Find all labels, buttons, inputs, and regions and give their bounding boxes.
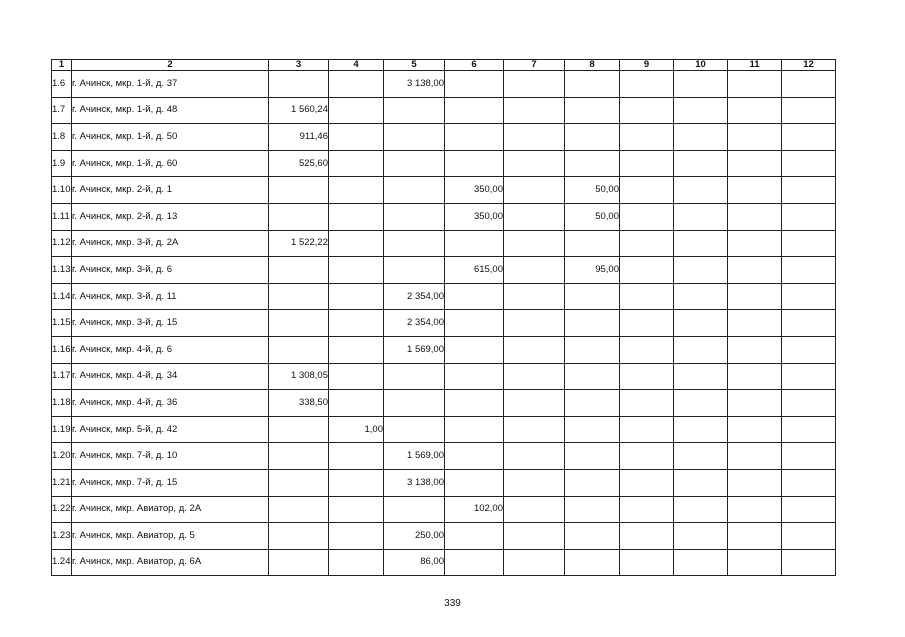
value-cell [384, 257, 445, 284]
value-cell [504, 443, 565, 470]
value-cell [782, 336, 836, 363]
value-cell [565, 496, 620, 523]
row-number-cell: 1.15 [52, 310, 72, 337]
value-cell [782, 469, 836, 496]
column-header-12: 12 [782, 60, 836, 71]
address-cell: г. Ачинск, мкр. 5-й, д. 42 [72, 416, 269, 443]
value-cell [269, 549, 329, 576]
value-cell [565, 71, 620, 98]
table-row [52, 523, 836, 550]
value-cell [620, 177, 674, 204]
value-cell [674, 390, 728, 417]
data-table [51, 59, 836, 576]
value-cell [782, 230, 836, 257]
value-cell [565, 523, 620, 550]
value-cell [504, 230, 565, 257]
value-cell [269, 496, 329, 523]
table-row [52, 363, 836, 390]
value-cell [620, 97, 674, 124]
value-cell [782, 203, 836, 230]
value-cell [504, 203, 565, 230]
value-cell [728, 150, 782, 177]
value-cell [674, 363, 728, 390]
table-row [52, 124, 836, 151]
row-number-cell: 1.21 [52, 469, 72, 496]
row-number-cell: 1.6 [52, 71, 72, 98]
value-cell [782, 71, 836, 98]
column-header-3: 3 [269, 60, 329, 71]
header-row [52, 60, 836, 71]
value-cell [445, 416, 504, 443]
value-cell: 2 354,00 [384, 283, 445, 310]
address-cell: г. Ачинск, мкр. 4-й, д. 6 [72, 336, 269, 363]
value-cell [504, 310, 565, 337]
value-cell [565, 443, 620, 470]
value-cell [674, 336, 728, 363]
value-cell [269, 336, 329, 363]
value-cell [329, 230, 384, 257]
value-cell [445, 71, 504, 98]
row-number-cell: 1.8 [52, 124, 72, 151]
address-cell: г. Ачинск, мкр. Авиатор, д. 6А [72, 549, 269, 576]
table-row [52, 283, 836, 310]
value-cell [504, 469, 565, 496]
value-cell [728, 71, 782, 98]
value-cell: 911,46 [269, 124, 329, 151]
value-cell [782, 523, 836, 550]
value-cell [504, 390, 565, 417]
value-cell [329, 496, 384, 523]
value-cell [728, 230, 782, 257]
row-number-cell: 1.10 [52, 177, 72, 204]
value-cell [674, 310, 728, 337]
value-cell: 1 569,00 [384, 336, 445, 363]
value-cell [269, 523, 329, 550]
value-cell [504, 549, 565, 576]
value-cell: 1,00 [329, 416, 384, 443]
address-cell: г. Ачинск, мкр. 3-й, д. 11 [72, 283, 269, 310]
row-number-cell: 1.13 [52, 257, 72, 284]
address-cell: г. Ачинск, мкр. 2-й, д. 13 [72, 203, 269, 230]
value-cell [384, 124, 445, 151]
address-cell: г. Ачинск, мкр. 4-й, д. 34 [72, 363, 269, 390]
value-cell: 2 354,00 [384, 310, 445, 337]
value-cell [728, 336, 782, 363]
address-cell: г. Ачинск, мкр. 7-й, д. 15 [72, 469, 269, 496]
value-cell [269, 469, 329, 496]
value-cell [620, 257, 674, 284]
address-cell: г. Ачинск, мкр. 7-й, д. 10 [72, 443, 269, 470]
value-cell [445, 97, 504, 124]
value-cell [504, 257, 565, 284]
value-cell [565, 469, 620, 496]
value-cell [620, 71, 674, 98]
value-cell [674, 257, 728, 284]
value-cell [269, 71, 329, 98]
value-cell: 95,00 [565, 257, 620, 284]
value-cell [620, 363, 674, 390]
row-number-cell: 1.19 [52, 416, 72, 443]
value-cell [445, 390, 504, 417]
value-cell [565, 363, 620, 390]
value-cell [329, 97, 384, 124]
value-cell [504, 363, 565, 390]
value-cell [384, 363, 445, 390]
value-cell [384, 390, 445, 417]
value-cell [728, 203, 782, 230]
value-cell [329, 310, 384, 337]
address-cell: г. Ачинск, мкр. 4-й, д. 36 [72, 390, 269, 417]
value-cell [384, 416, 445, 443]
value-cell [504, 496, 565, 523]
table-row [52, 230, 836, 257]
value-cell [674, 230, 728, 257]
value-cell [445, 230, 504, 257]
value-cell [565, 150, 620, 177]
value-cell: 525,60 [269, 150, 329, 177]
row-number-cell: 1.22 [52, 496, 72, 523]
address-cell: г. Ачинск, мкр. 3-й, д. 15 [72, 310, 269, 337]
value-cell: 50,00 [565, 177, 620, 204]
value-cell [565, 310, 620, 337]
value-cell [782, 97, 836, 124]
value-cell [620, 310, 674, 337]
address-cell: г. Ачинск, мкр. Авиатор, д. 2А [72, 496, 269, 523]
value-cell [504, 124, 565, 151]
value-cell [384, 97, 445, 124]
value-cell [445, 124, 504, 151]
value-cell [504, 177, 565, 204]
value-cell [384, 203, 445, 230]
value-cell [445, 310, 504, 337]
value-cell [504, 71, 565, 98]
table-row [52, 336, 836, 363]
value-cell [329, 71, 384, 98]
value-cell [620, 523, 674, 550]
column-header-11: 11 [728, 60, 782, 71]
value-cell [620, 150, 674, 177]
row-number-cell: 1.18 [52, 390, 72, 417]
row-number-cell: 1.12 [52, 230, 72, 257]
address-cell: г. Ачинск, мкр. 3-й, д. 6 [72, 257, 269, 284]
value-cell [674, 549, 728, 576]
value-cell [782, 310, 836, 337]
value-cell [445, 363, 504, 390]
value-cell [445, 523, 504, 550]
table-row [52, 203, 836, 230]
value-cell [565, 549, 620, 576]
value-cell [620, 469, 674, 496]
value-cell [782, 416, 836, 443]
address-cell: г. Ачинск, мкр. 1-й, д. 50 [72, 124, 269, 151]
value-cell: 250,00 [384, 523, 445, 550]
value-cell [504, 97, 565, 124]
column-header-8: 8 [565, 60, 620, 71]
value-cell: 3 138,00 [384, 469, 445, 496]
value-cell [674, 443, 728, 470]
value-cell: 1 308,05 [269, 363, 329, 390]
value-cell [329, 257, 384, 284]
value-cell [504, 416, 565, 443]
value-cell [329, 177, 384, 204]
value-cell [728, 310, 782, 337]
value-cell [269, 283, 329, 310]
value-cell [445, 283, 504, 310]
value-cell [782, 150, 836, 177]
value-cell [674, 97, 728, 124]
value-cell [329, 124, 384, 151]
value-cell [620, 549, 674, 576]
row-number-cell: 1.17 [52, 363, 72, 390]
value-cell [728, 97, 782, 124]
column-header-6: 6 [445, 60, 504, 71]
value-cell [565, 97, 620, 124]
value-cell [384, 177, 445, 204]
value-cell [504, 283, 565, 310]
value-cell [384, 150, 445, 177]
row-number-cell: 1.9 [52, 150, 72, 177]
value-cell [445, 443, 504, 470]
value-cell [384, 230, 445, 257]
value-cell [329, 150, 384, 177]
value-cell [269, 443, 329, 470]
table-header [52, 60, 836, 71]
address-cell: г. Ачинск, мкр. Авиатор, д. 5 [72, 523, 269, 550]
value-cell [620, 124, 674, 151]
value-cell [728, 523, 782, 550]
row-number-cell: 1.7 [52, 97, 72, 124]
row-number-cell: 1.16 [52, 336, 72, 363]
table-row [52, 390, 836, 417]
value-cell [329, 203, 384, 230]
value-cell [565, 390, 620, 417]
value-cell [620, 230, 674, 257]
address-cell: г. Ачинск, мкр. 1-й, д. 37 [72, 71, 269, 98]
value-cell: 1 560,24 [269, 97, 329, 124]
value-cell [674, 71, 728, 98]
value-cell [782, 549, 836, 576]
value-cell [384, 496, 445, 523]
value-cell [782, 390, 836, 417]
address-cell: г. Ачинск, мкр. 1-й, д. 60 [72, 150, 269, 177]
value-cell [329, 363, 384, 390]
value-cell [674, 523, 728, 550]
value-cell [565, 283, 620, 310]
value-cell [269, 177, 329, 204]
value-cell: 615,00 [445, 257, 504, 284]
value-cell [620, 336, 674, 363]
value-cell: 1 569,00 [384, 443, 445, 470]
value-cell: 350,00 [445, 177, 504, 204]
value-cell [782, 363, 836, 390]
column-header-9: 9 [620, 60, 674, 71]
value-cell [329, 469, 384, 496]
column-header-2: 2 [72, 60, 269, 71]
column-header-10: 10 [674, 60, 728, 71]
value-cell: 102,00 [445, 496, 504, 523]
table-row [52, 177, 836, 204]
value-cell [565, 230, 620, 257]
value-cell [329, 390, 384, 417]
value-cell: 3 138,00 [384, 71, 445, 98]
value-cell [674, 150, 728, 177]
value-cell [674, 283, 728, 310]
value-cell [620, 203, 674, 230]
value-cell: 350,00 [445, 203, 504, 230]
value-cell [445, 469, 504, 496]
row-number-cell: 1.14 [52, 283, 72, 310]
value-cell [269, 257, 329, 284]
row-number-cell: 1.20 [52, 443, 72, 470]
value-cell [329, 523, 384, 550]
value-cell: 86,00 [384, 549, 445, 576]
value-cell [674, 496, 728, 523]
value-cell [620, 443, 674, 470]
table-row [52, 416, 836, 443]
value-cell [782, 443, 836, 470]
value-cell [565, 124, 620, 151]
value-cell [620, 390, 674, 417]
address-cell: г. Ачинск, мкр. 2-й, д. 1 [72, 177, 269, 204]
address-cell: г. Ачинск, мкр. 3-й, д. 2А [72, 230, 269, 257]
value-cell [728, 257, 782, 284]
value-cell [329, 283, 384, 310]
table-body [52, 71, 836, 576]
value-cell [728, 283, 782, 310]
value-cell [728, 363, 782, 390]
address-cell: г. Ачинск, мкр. 1-й, д. 48 [72, 97, 269, 124]
value-cell [782, 496, 836, 523]
column-header-7: 7 [504, 60, 565, 71]
table-row [52, 150, 836, 177]
value-cell [728, 390, 782, 417]
value-cell [728, 469, 782, 496]
row-number-cell: 1.23 [52, 523, 72, 550]
value-cell [728, 496, 782, 523]
value-cell [674, 124, 728, 151]
table-row [52, 257, 836, 284]
table-row [52, 496, 836, 523]
value-cell [269, 310, 329, 337]
value-cell [329, 443, 384, 470]
value-cell [782, 283, 836, 310]
value-cell [445, 549, 504, 576]
value-cell [504, 336, 565, 363]
value-cell [674, 469, 728, 496]
table-row [52, 469, 836, 496]
value-cell [620, 496, 674, 523]
value-cell: 338,50 [269, 390, 329, 417]
column-header-4: 4 [329, 60, 384, 71]
value-cell [565, 336, 620, 363]
value-cell [504, 150, 565, 177]
value-cell [269, 416, 329, 443]
value-cell [329, 336, 384, 363]
table-row [52, 97, 836, 124]
value-cell [504, 523, 565, 550]
page-number: 339 [444, 598, 461, 609]
row-number-cell: 1.11 [52, 203, 72, 230]
value-cell [728, 443, 782, 470]
value-cell [620, 283, 674, 310]
value-cell [329, 549, 384, 576]
value-cell [782, 257, 836, 284]
table-row [52, 443, 836, 470]
value-cell [445, 150, 504, 177]
table-row [52, 71, 836, 98]
value-cell [565, 416, 620, 443]
value-cell [728, 124, 782, 151]
value-cell [728, 416, 782, 443]
value-cell [782, 177, 836, 204]
value-cell [728, 177, 782, 204]
row-number-cell: 1.24 [52, 549, 72, 576]
value-cell [728, 549, 782, 576]
value-cell [782, 124, 836, 151]
table-row [52, 310, 836, 337]
value-cell [674, 203, 728, 230]
table-row [52, 549, 836, 576]
value-cell [269, 203, 329, 230]
value-cell: 1 522,22 [269, 230, 329, 257]
value-cell [674, 416, 728, 443]
value-cell: 50,00 [565, 203, 620, 230]
column-header-5: 5 [384, 60, 445, 71]
column-header-1: 1 [52, 60, 72, 71]
value-cell [674, 177, 728, 204]
value-cell [620, 416, 674, 443]
value-cell [445, 336, 504, 363]
